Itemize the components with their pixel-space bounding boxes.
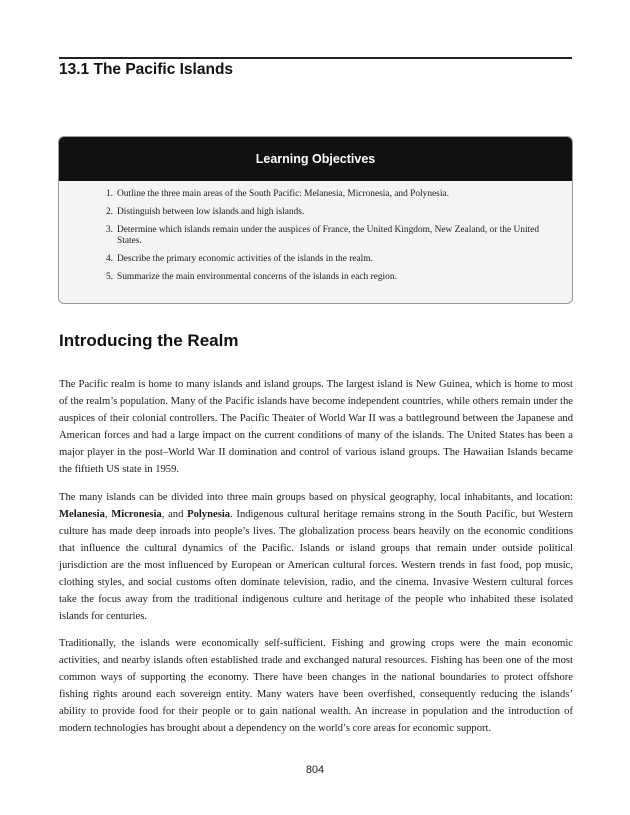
objective-text: Summarize the main environmental concerns of the islands in each region. bbox=[117, 271, 397, 282]
separator: , and bbox=[161, 508, 188, 520]
learning-objectives-box bbox=[58, 136, 573, 304]
objective-text: Describe the primary economic activities of the islands in the realm. bbox=[117, 253, 373, 264]
paragraph-2-rest: . Indigenous cultural heritage remains strong in the South Pacific, but Western culture has made deep inroads into people’s lives. The globalization process bears heavily on the economic conditions that influence the cultural dynamics of the Pacific. Islands or island groups that remain under outside political jurisdiction are the most influenced by European or American cultural forces. Western trends in fast food, pop music, clothing styles, and social customs often dominate television, radio, and the cinema. Invasive Western cultural forces take the focus away from the traditional indigenous culture and heritage of the people who inhabited these isolated islands for centuries. bbox=[59, 508, 573, 622]
paragraph-2 bbox=[59, 489, 573, 625]
objective-number: 2. bbox=[105, 206, 113, 217]
page-number: 804 bbox=[305, 764, 325, 776]
paragraph-1: The Pacific realm is home to many islands and island groups. The largest island is New Guinea, which is home to most of the realm’s population. Many of the Pacific islands have become independent countries, while others remain under the auspices of their colonial controllers. The Pacific Theater of World War II was a battleground between the Japanese and American forces and had a large impact on the current conditions of many of the islands. The United States has been a major player in the post–World War II domination and control of various island groups. The Hawaiian Islands became the fiftieth US state in 1959. bbox=[59, 379, 573, 475]
separator: , bbox=[104, 508, 112, 520]
objective-number: 1. bbox=[105, 189, 113, 199]
objective-number: 4. bbox=[105, 253, 113, 264]
objective-number: 3. bbox=[105, 224, 113, 235]
objective-item bbox=[59, 207, 572, 219]
body-text bbox=[59, 376, 573, 748]
objective-item bbox=[59, 272, 572, 284]
objective-item bbox=[59, 189, 572, 201]
objective-text: Outline the three main areas of the South Pacific: Melanesia, Micronesia, and Polynesia. bbox=[117, 189, 449, 199]
objective-text: Distinguish between low islands and high islands. bbox=[117, 206, 305, 217]
learning-objectives-list bbox=[59, 181, 572, 283]
paragraph-3: Traditionally, the islands were economically self-sufficient. Fishing and growing crops were the main economic activities, and nearby islands often established trade and exchanged natural resources. Fishing has been one of the most common ways of supporting the economy. There have been changes in the national boundaries to protect offshore fishing rights around each sovereign entity. Many waters have been overfished, consequently reducing the islands’ ability to provide food for their people or to gain national wealth. An increase in population and the introduction of modern technologies has brought about a dependency on the world’s core areas for economic support. bbox=[59, 638, 573, 734]
objective-item bbox=[59, 254, 572, 266]
section-title: 13.1 The Pacific Islands bbox=[59, 61, 234, 78]
intro-heading: Introducing the Realm bbox=[59, 331, 239, 350]
objective-item bbox=[59, 225, 572, 248]
paragraph-2-start: The many islands can be divided into three main groups based on physical geography, local inhabitants, and location: bbox=[59, 491, 573, 503]
term-micronesia: Micronesia bbox=[111, 508, 162, 520]
term-polynesia: Polynesia bbox=[187, 508, 231, 520]
learning-objectives-heading: Learning Objectives bbox=[59, 137, 572, 181]
term-melanesia: Melanesia bbox=[59, 508, 105, 520]
objective-number: 5. bbox=[105, 271, 113, 282]
top-rule bbox=[59, 57, 572, 59]
objective-text: Determine which islands remain under the auspices of France, the United Kingdom, New Zealand, or the United States. bbox=[117, 224, 540, 247]
